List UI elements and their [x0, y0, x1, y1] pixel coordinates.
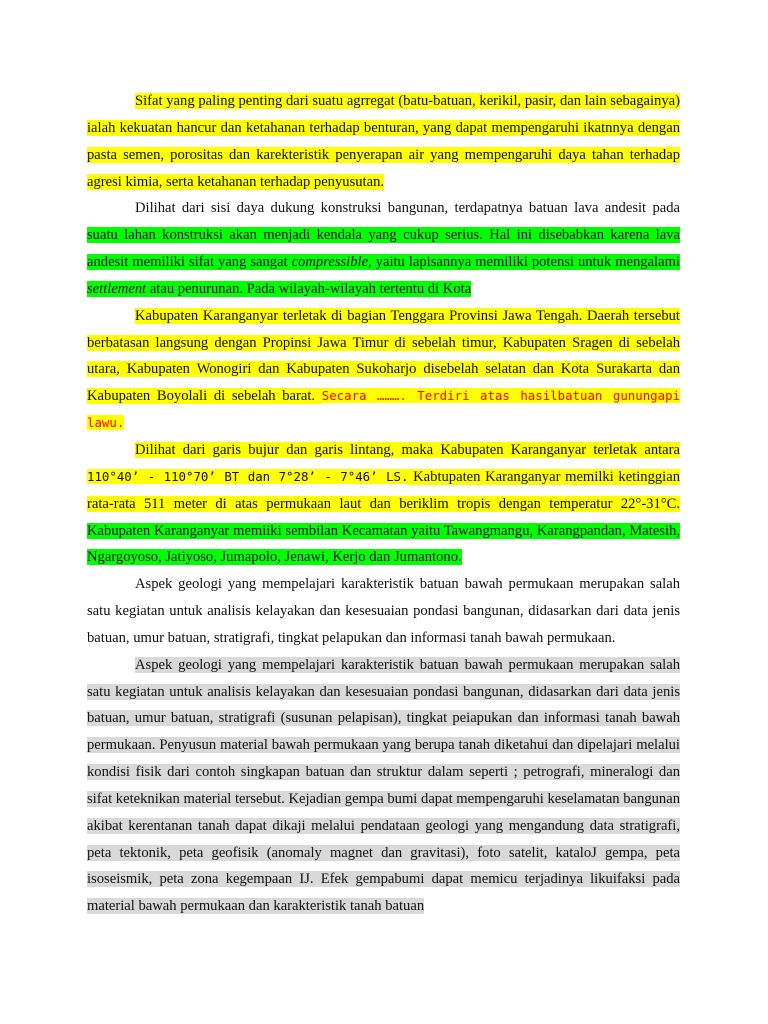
highlighted-italic-text: settlement	[87, 280, 147, 297]
paragraph-andesite-lava	[87, 195, 680, 302]
paragraph-karanganyar-coordinates	[87, 437, 680, 571]
highlighted-text: Sifat yang paling penting dari suatu agrregat (batu-batuan, kerikil, pasir, dan lain sebagainya) ialah kekuatan hancur dan ketahanan terhadap benturan, yang dapat mempengaruhi ikatnnya dengan pasta semen, porositas dan karekteristik penyerapan air yang mempengaruhi daya tahan terhadap agresi kimia, serta ketahanan terhadap penyusutan.	[87, 93, 680, 190]
paragraph-geology-aspect	[87, 571, 680, 652]
plain-text: Aspek geologi yang mempelajari karakteristik batuan bawah permukaan merupakan salah satu kegiatan untuk analisis kelayakan dan kesesuaian pondasi bangunan, didasarkan dari data jenis batuan, umur batuan, stratigrafi, tingkat pelapukan dan informasi tanah bawah permukaan.	[87, 576, 680, 646]
highlighted-text: Kabupaten Karanganyar memiiki sembilan Kecamatan yaitu Tawangmangu, Karangpandan, Matesih, Ngargoyoso, Jatiyoso, Jumapolo, Jenawi, Kerjo dan Jumantono.	[87, 522, 680, 566]
highlighted-text: atau penurunan. Pada wilayah-wilayah tertentu di Kota	[146, 280, 472, 297]
highlighted-text: Dilihat dari garis bujur dan garis lintang, maka Kabupaten Karanganyar terletak antara	[135, 441, 680, 458]
red-highlighted-text: Secara ………. Terdiri atas hasilbatuan gunungapi lawu.	[87, 388, 680, 431]
paragraph-karanganyar-location	[87, 303, 680, 437]
highlighted-text: Kabtupaten Karanganyar memilki ketinggian rata-rata 511 meter di atas permukaan laut dan beriklim tropis dengan temperatur 22°-31°C.	[87, 468, 681, 512]
highlighted-italic-text: compressible,	[291, 254, 372, 271]
highlighted-text: yaitu lapisannya memiliki potensi untuk mengalami	[371, 254, 680, 271]
paragraph-geology-aspect-detailed	[87, 652, 680, 920]
highlighted-text: Kabupaten Karanganyar terletak di bagian Tenggara Provinsi Jawa Tengah. Daerah	[135, 307, 630, 324]
paragraph-aggregate-properties	[87, 88, 680, 195]
coordinates-text: 110°40’ - 110°70’ BT dan 7°28’ - 7°46’ LS.	[87, 468, 409, 484]
highlighted-text: Aspek geologi yang mempelajari karakteristik batuan bawah permukaan merupakan salah satu kegiatan untuk analisis kelayakan dan kesesuaian pondasi bangunan, didasarkan dari data jenis batuan, umur batuan, stratigrafi (susunan pelapisan), tingkat peiapukan dan informasi tanah bawah permukaan. Penyusun material bawah permukaan yang berupa tanah diketahui dan dipelajari melalui kondisi fisik dari contoh singkapan batuan dan struktur dalam seperti ; petrografi, mineralogi dan sifat keteknikan material tersebut. Kejadian gempa bumi dapat mempengaruhi keselamatan bangunan akibat kerentanan tanah dapat dikaji melalui pendataan geologi yang mengandung data stratigrafi, peta tektonik, peta geofisik (anomaly magnet dan gravitasi), foto satelit, kataloJ gempa, peta isoseismik, peta zona kegempaan IJ. Efek gempabumi dapat memicu terjadinya likuifaksi pada material bawah permukaan dan karakteristik tanah batuan	[87, 656, 680, 915]
plain-text: Dilihat dari sisi daya dukung konstruksi bangunan, terdapatnya batuan lava andesit pada	[135, 200, 680, 217]
highlighted-text: suatu lahan konstruksi akan menjadi kendala yang cukup serius. Hal ini disebabkan karena lava andesit memiliki sifat yang sangat	[87, 227, 680, 271]
document-body	[87, 88, 680, 920]
highlighted-text: tersebut berbatasan langsung dengan Propinsi Jawa Timur di sebelah timur, Kabupaten Sragen di sebelah utara, Kabupaten Wonogiri dan Kabupaten Sukoharjo disebelah selatan dan Kota Surakarta dan Kabupaten Boyolali di sebelah barat.	[87, 307, 680, 405]
